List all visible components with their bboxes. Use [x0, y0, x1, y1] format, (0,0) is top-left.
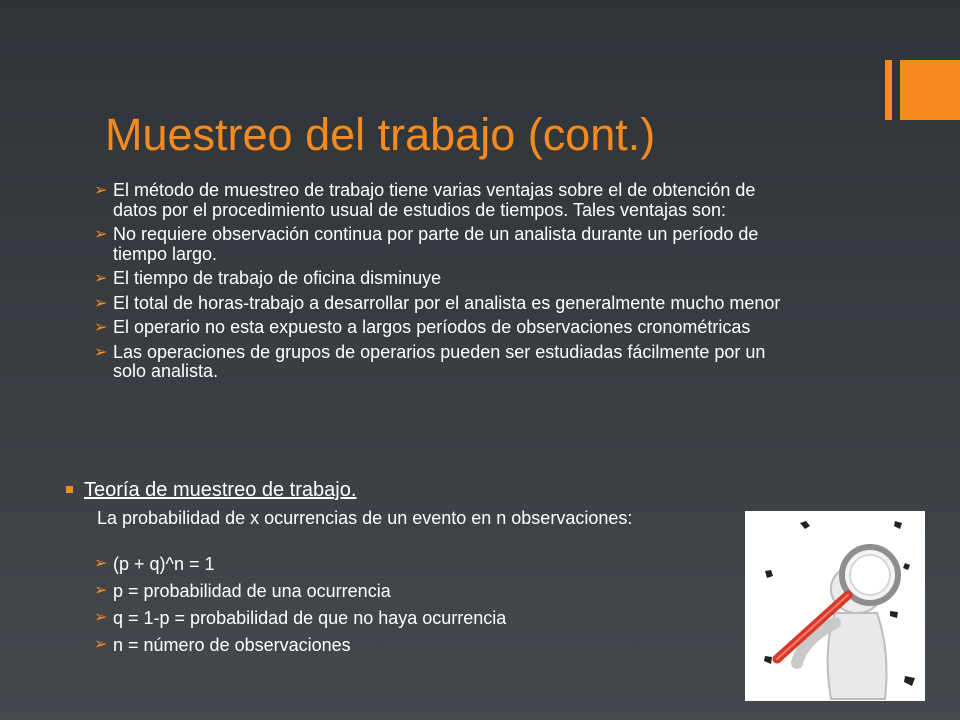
magnifying-glass-figure [745, 511, 925, 701]
list-item [94, 294, 784, 314]
list-item-text: p = probabilidad de una ocurrencia [113, 581, 391, 601]
accent-bar-thin [885, 60, 892, 120]
list-item-text: Las operaciones de grupos de operarios pueden ser estudiadas fácilmente por un solo analista. [113, 341, 766, 381]
arrow-bullet-icon: ➢ [94, 319, 108, 336]
arrow-bullet-icon: ➢ [94, 270, 108, 287]
arrow-bullet-icon: ➢ [94, 343, 108, 361]
list-item-text: (p + q)^n = 1 [113, 554, 215, 574]
advantages-list [94, 181, 784, 387]
arrow-bullet-icon: ➢ [94, 182, 108, 199]
list-item [94, 225, 784, 264]
section-heading [66, 478, 626, 502]
probability-intro: La probabilidad de x ocurrencias de un evento en n observaciones: [97, 508, 633, 528]
list-item [94, 608, 714, 628]
arrow-bullet-icon: ➢ [94, 636, 108, 653]
list-item-text: El total de horas-trabajo a desarrollar por el analista es generalmente mucho menor [113, 292, 781, 313]
square-bullet-icon [66, 486, 73, 493]
list-item [94, 581, 714, 601]
accent-bar-thick [900, 60, 960, 120]
arrow-bullet-icon: ➢ [94, 226, 108, 243]
list-item-text: q = 1-p = probabilidad de que no haya ocurrencia [113, 608, 507, 628]
list-item-text: El operario no esta expuesto a largos períodos de observaciones cronométricas [113, 317, 751, 337]
arrow-bullet-icon: ➢ [94, 582, 108, 599]
list-item [94, 269, 784, 289]
slide-title: Muestreo del trabajo (cont.) [105, 109, 656, 160]
list-item-text: No requiere observación continua por parte de un analista durante un período de tiempo largo. [113, 224, 759, 264]
list-item [94, 181, 784, 220]
section-heading-text: Teoría de muestreo de trabajo. [84, 479, 357, 501]
list-item [94, 318, 784, 338]
arrow-bullet-icon: ➢ [94, 555, 108, 572]
list-item [94, 635, 714, 655]
arrow-bullet-icon: ➢ [94, 609, 108, 626]
magnifying-glass-figure-icon [745, 511, 925, 701]
list-item [94, 554, 714, 574]
list-item-text: n = número de observaciones [113, 635, 351, 655]
list-item-text: El tiempo de trabajo de oficina disminuye [113, 268, 442, 288]
arrow-bullet-icon: ➢ [94, 294, 108, 312]
formula-list [94, 554, 714, 662]
list-item-text: El método de muestreo de trabajo tiene varias ventajas sobre el de obtención de datos por el procedimiento usual de estudios de tiempos. Tales ventajas son: [113, 180, 756, 220]
list-item [94, 343, 784, 382]
